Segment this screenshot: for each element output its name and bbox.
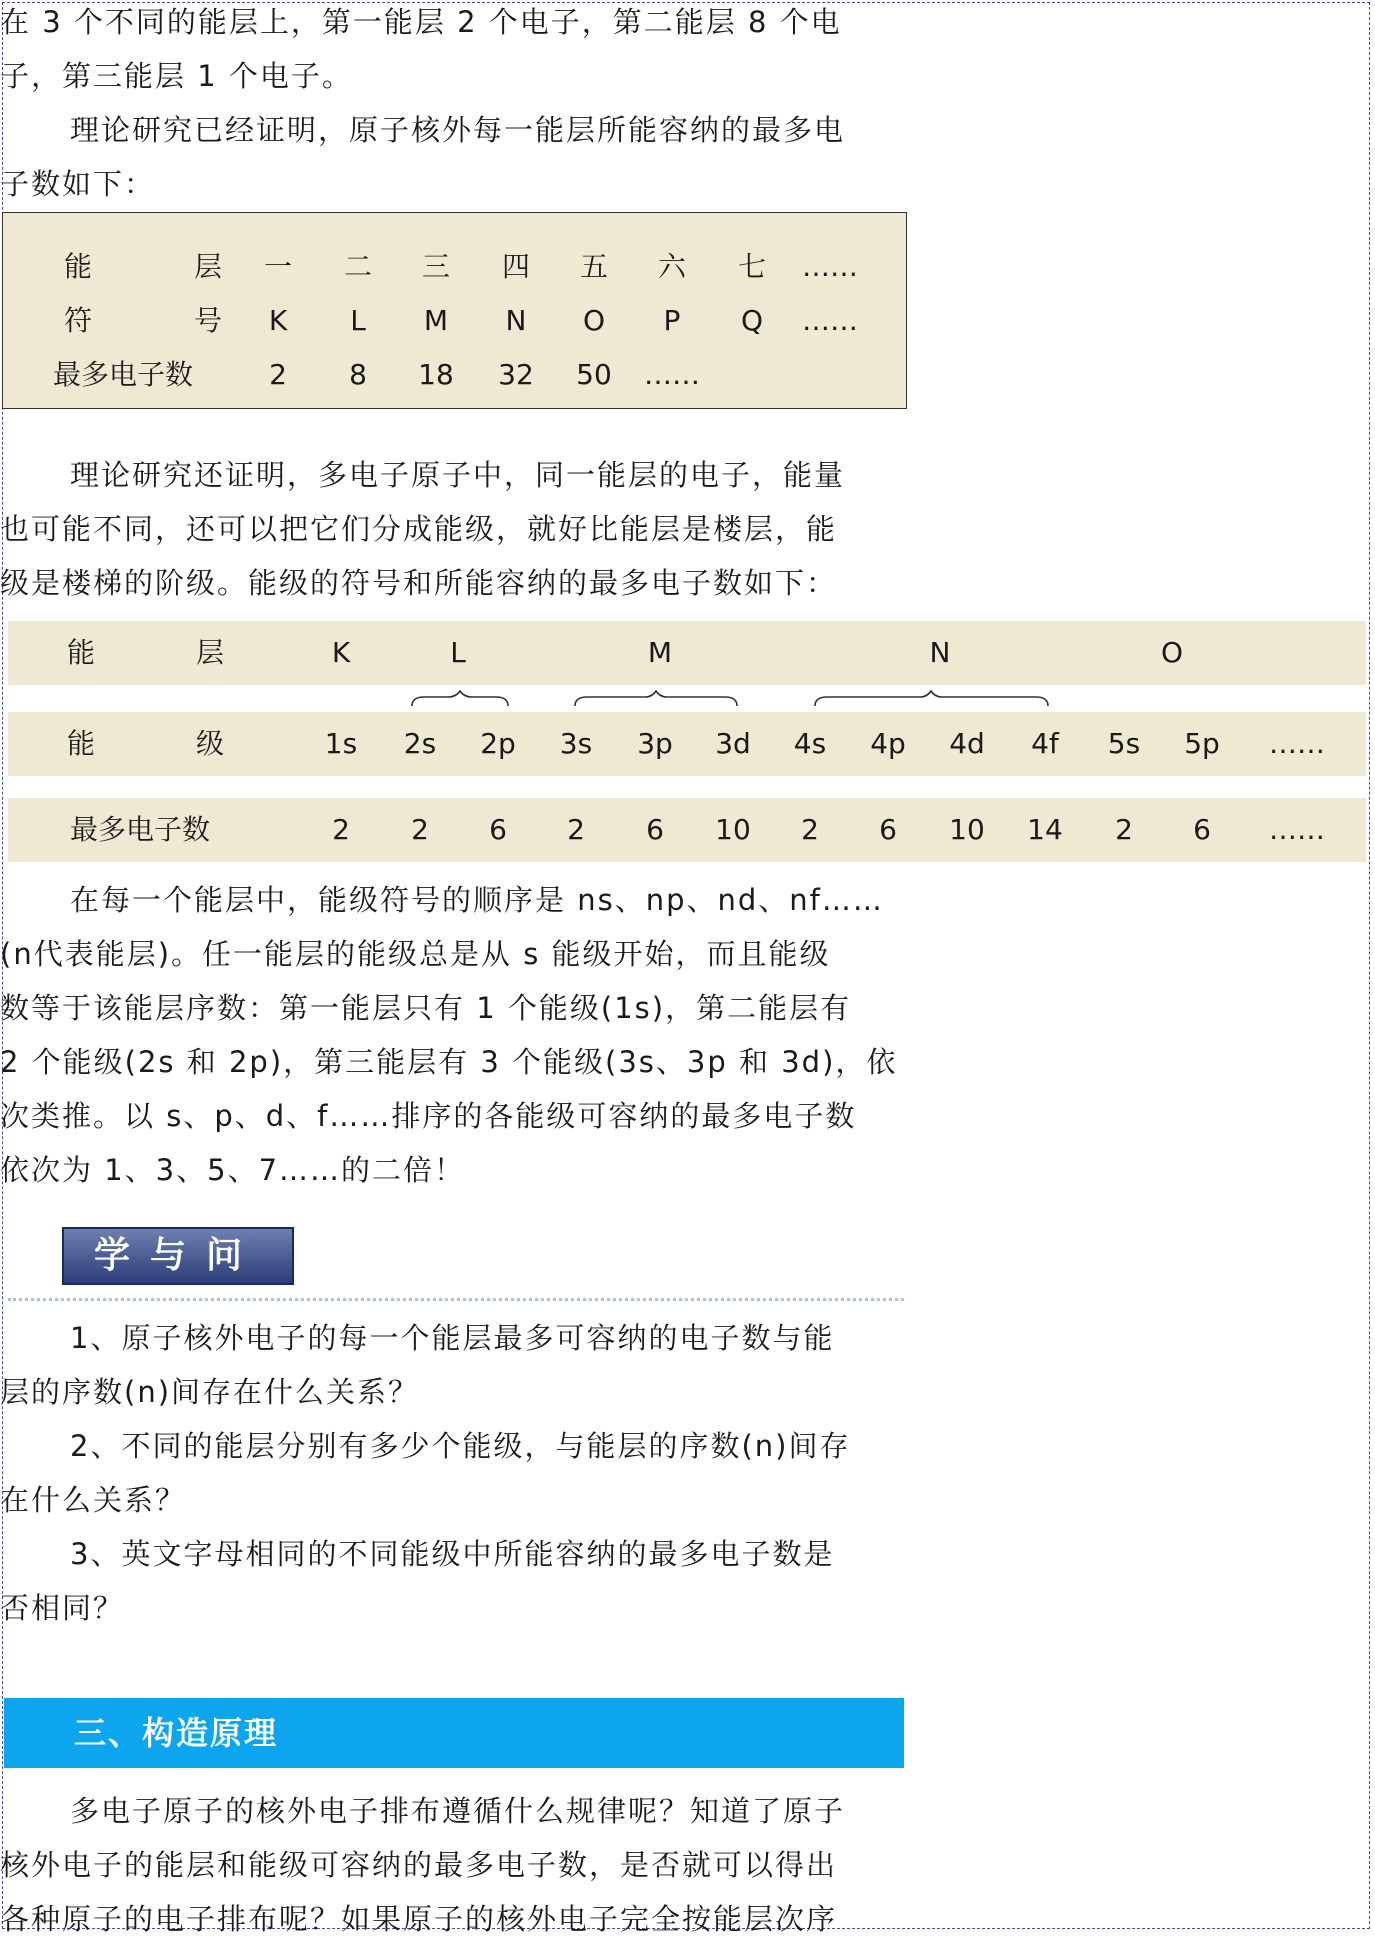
table-cell: …… <box>1269 727 1325 760</box>
table-cell: 10 <box>949 813 985 846</box>
table-cell: 3d <box>715 727 751 760</box>
section-title: 三、构造原理 <box>74 1714 279 1752</box>
table-cell: 1s <box>324 727 358 760</box>
dotted-divider <box>8 1298 904 1301</box>
row-label: 最多电子数 <box>53 358 194 391</box>
table-cell: 一 <box>263 250 292 283</box>
shell-label: K <box>331 636 351 669</box>
text-line: 次类推。以 s、p、d、f……排序的各能级可容纳的最多电子数 <box>0 1099 857 1133</box>
table-cell: N <box>505 304 527 337</box>
table-cell: …… <box>1269 813 1325 846</box>
table-row-max-electrons <box>3 355 903 395</box>
question-line: 2、不同的能层分别有多少个能级，与能层的序数(n)间存 <box>70 1429 851 1463</box>
table-cell: 五 <box>579 250 608 283</box>
table-cell: 6 <box>879 813 897 846</box>
table-cell: 3s <box>559 727 593 760</box>
table-cell: 三 <box>421 250 450 283</box>
table-cell: 四 <box>501 250 530 283</box>
table-cell: 5s <box>1107 727 1141 760</box>
table-cell: O <box>582 304 606 337</box>
table-cell: 6 <box>489 813 507 846</box>
table-cell: 二 <box>343 250 372 283</box>
table-cell: 18 <box>418 358 454 391</box>
row-label: 层 <box>195 636 224 669</box>
text-line: 也可能不同，还可以把它们分成能级，就好比能层是楼层，能 <box>0 512 838 546</box>
text-line: 在 3 个不同的能层上，第一能层 2 个电子，第二能层 8 个电 <box>0 5 842 39</box>
table-row-shell <box>3 247 903 287</box>
table-cell: 4p <box>870 727 906 760</box>
table-cell: 2p <box>480 727 516 760</box>
row-label: 符 <box>63 304 92 337</box>
table-cell: Q <box>740 304 764 337</box>
study-banner: 学与问 <box>62 1227 294 1285</box>
table-cell: 14 <box>1027 813 1063 846</box>
row-label: 级 <box>195 727 224 760</box>
text-line: 子，第三能层 1 个电子。 <box>0 59 353 93</box>
question-line: 否相同？ <box>0 1591 125 1625</box>
section-header <box>4 1698 904 1768</box>
brace-L <box>412 691 508 706</box>
text-line: 子数如下： <box>0 167 156 201</box>
table-cell: L <box>350 304 366 337</box>
text-line: 理论研究还证明，多电子原子中，同一能层的电子，能量 <box>70 458 846 492</box>
table-cell: 6 <box>1193 813 1211 846</box>
text-line: (n代表能层)。任一能层的能级总是从 s 能级开始，而且能级 <box>0 937 831 971</box>
text-line: 依次为 1、3、5、7……的二倍！ <box>0 1153 466 1187</box>
row-label: 层 <box>193 250 222 283</box>
table-cell: K <box>268 304 288 337</box>
table-cell: P <box>663 304 681 337</box>
table-cell: 4s <box>793 727 827 760</box>
text-line: 理论研究已经证明，原子核外每一能层所能容纳的最多电 <box>70 113 846 147</box>
table-cell: 5p <box>1184 727 1220 760</box>
table-cell: 2s <box>403 727 437 760</box>
table-cell: …… <box>644 358 700 391</box>
table-cell: 3p <box>637 727 673 760</box>
table-cell: 七 <box>737 250 766 283</box>
shell-label: L <box>450 636 466 669</box>
questions-block <box>0 1311 905 1635</box>
table-cell: …… <box>802 304 858 337</box>
table-cell: 4d <box>949 727 985 760</box>
table-cell: 10 <box>715 813 751 846</box>
table-cell: 4f <box>1031 727 1059 760</box>
text-line: 各种原子的电子排布呢？如果原子的核外电子完全按能层次序 <box>0 1902 838 1936</box>
intro-paragraph <box>0 0 905 211</box>
table-row-symbol <box>3 301 903 341</box>
shell-braces <box>0 690 1375 714</box>
table-row-max-electrons <box>8 798 1366 862</box>
question-line: 3、英文字母相同的不同能级中所能容纳的最多电子数是 <box>70 1537 835 1571</box>
levels-paragraph <box>0 448 905 610</box>
row-label: 最多电子数 <box>70 813 211 846</box>
row-label: 号 <box>193 304 222 337</box>
shell-capacity-table <box>2 212 907 409</box>
text-line: 数等于该能层序数：第一能层只有 1 个能级(1s)，第二能层有 <box>0 991 852 1025</box>
table-cell: 六 <box>657 250 686 283</box>
table-cell: 2 <box>1115 813 1133 846</box>
brace-M <box>575 691 737 706</box>
row-label: 能 <box>66 636 95 669</box>
table-cell: 2 <box>411 813 429 846</box>
table-cell: 6 <box>646 813 664 846</box>
table-cell: 2 <box>567 813 585 846</box>
brace-N <box>815 691 1048 706</box>
text-line: 核外电子的能层和能级可容纳的最多电子数，是否就可以得出 <box>0 1848 838 1882</box>
text-line: 2 个能级(2s 和 2p)，第三能层有 3 个能级(3s、3p 和 3d)，依 <box>0 1045 898 1079</box>
text-line: 多电子原子的核外电子排布遵循什么规律呢？知道了原子 <box>70 1794 846 1828</box>
table-cell: 50 <box>576 358 612 391</box>
table-cell: …… <box>802 250 858 283</box>
table-cell: 2 <box>332 813 350 846</box>
question-line: 在什么关系？ <box>0 1483 187 1517</box>
table-cell: 8 <box>349 358 367 391</box>
build-paragraph <box>0 1784 905 1946</box>
text-line: 在每一个能层中，能级符号的顺序是 ns、np、nd、nf…… <box>70 883 884 917</box>
shell-label: O <box>1160 636 1184 669</box>
table-cell: 2 <box>269 358 287 391</box>
row-label: 能 <box>66 727 95 760</box>
question-line: 层的序数(n)间存在什么关系？ <box>0 1375 420 1409</box>
shell-label: N <box>929 636 951 669</box>
row-label: 能 <box>63 250 92 283</box>
text-line: 级是楼梯的阶级。能级的符号和所能容纳的最多电子数如下： <box>0 566 838 600</box>
table-row-sublevel <box>8 712 1366 776</box>
table-cell: 32 <box>498 358 534 391</box>
table-cell: 2 <box>801 813 819 846</box>
order-paragraph <box>0 873 905 1197</box>
question-line: 1、原子核外电子的每一个能层最多可容纳的电子数与能 <box>70 1321 835 1355</box>
table-cell: M <box>423 304 449 337</box>
shell-label: M <box>647 636 673 669</box>
table-row-shell <box>8 621 1366 685</box>
